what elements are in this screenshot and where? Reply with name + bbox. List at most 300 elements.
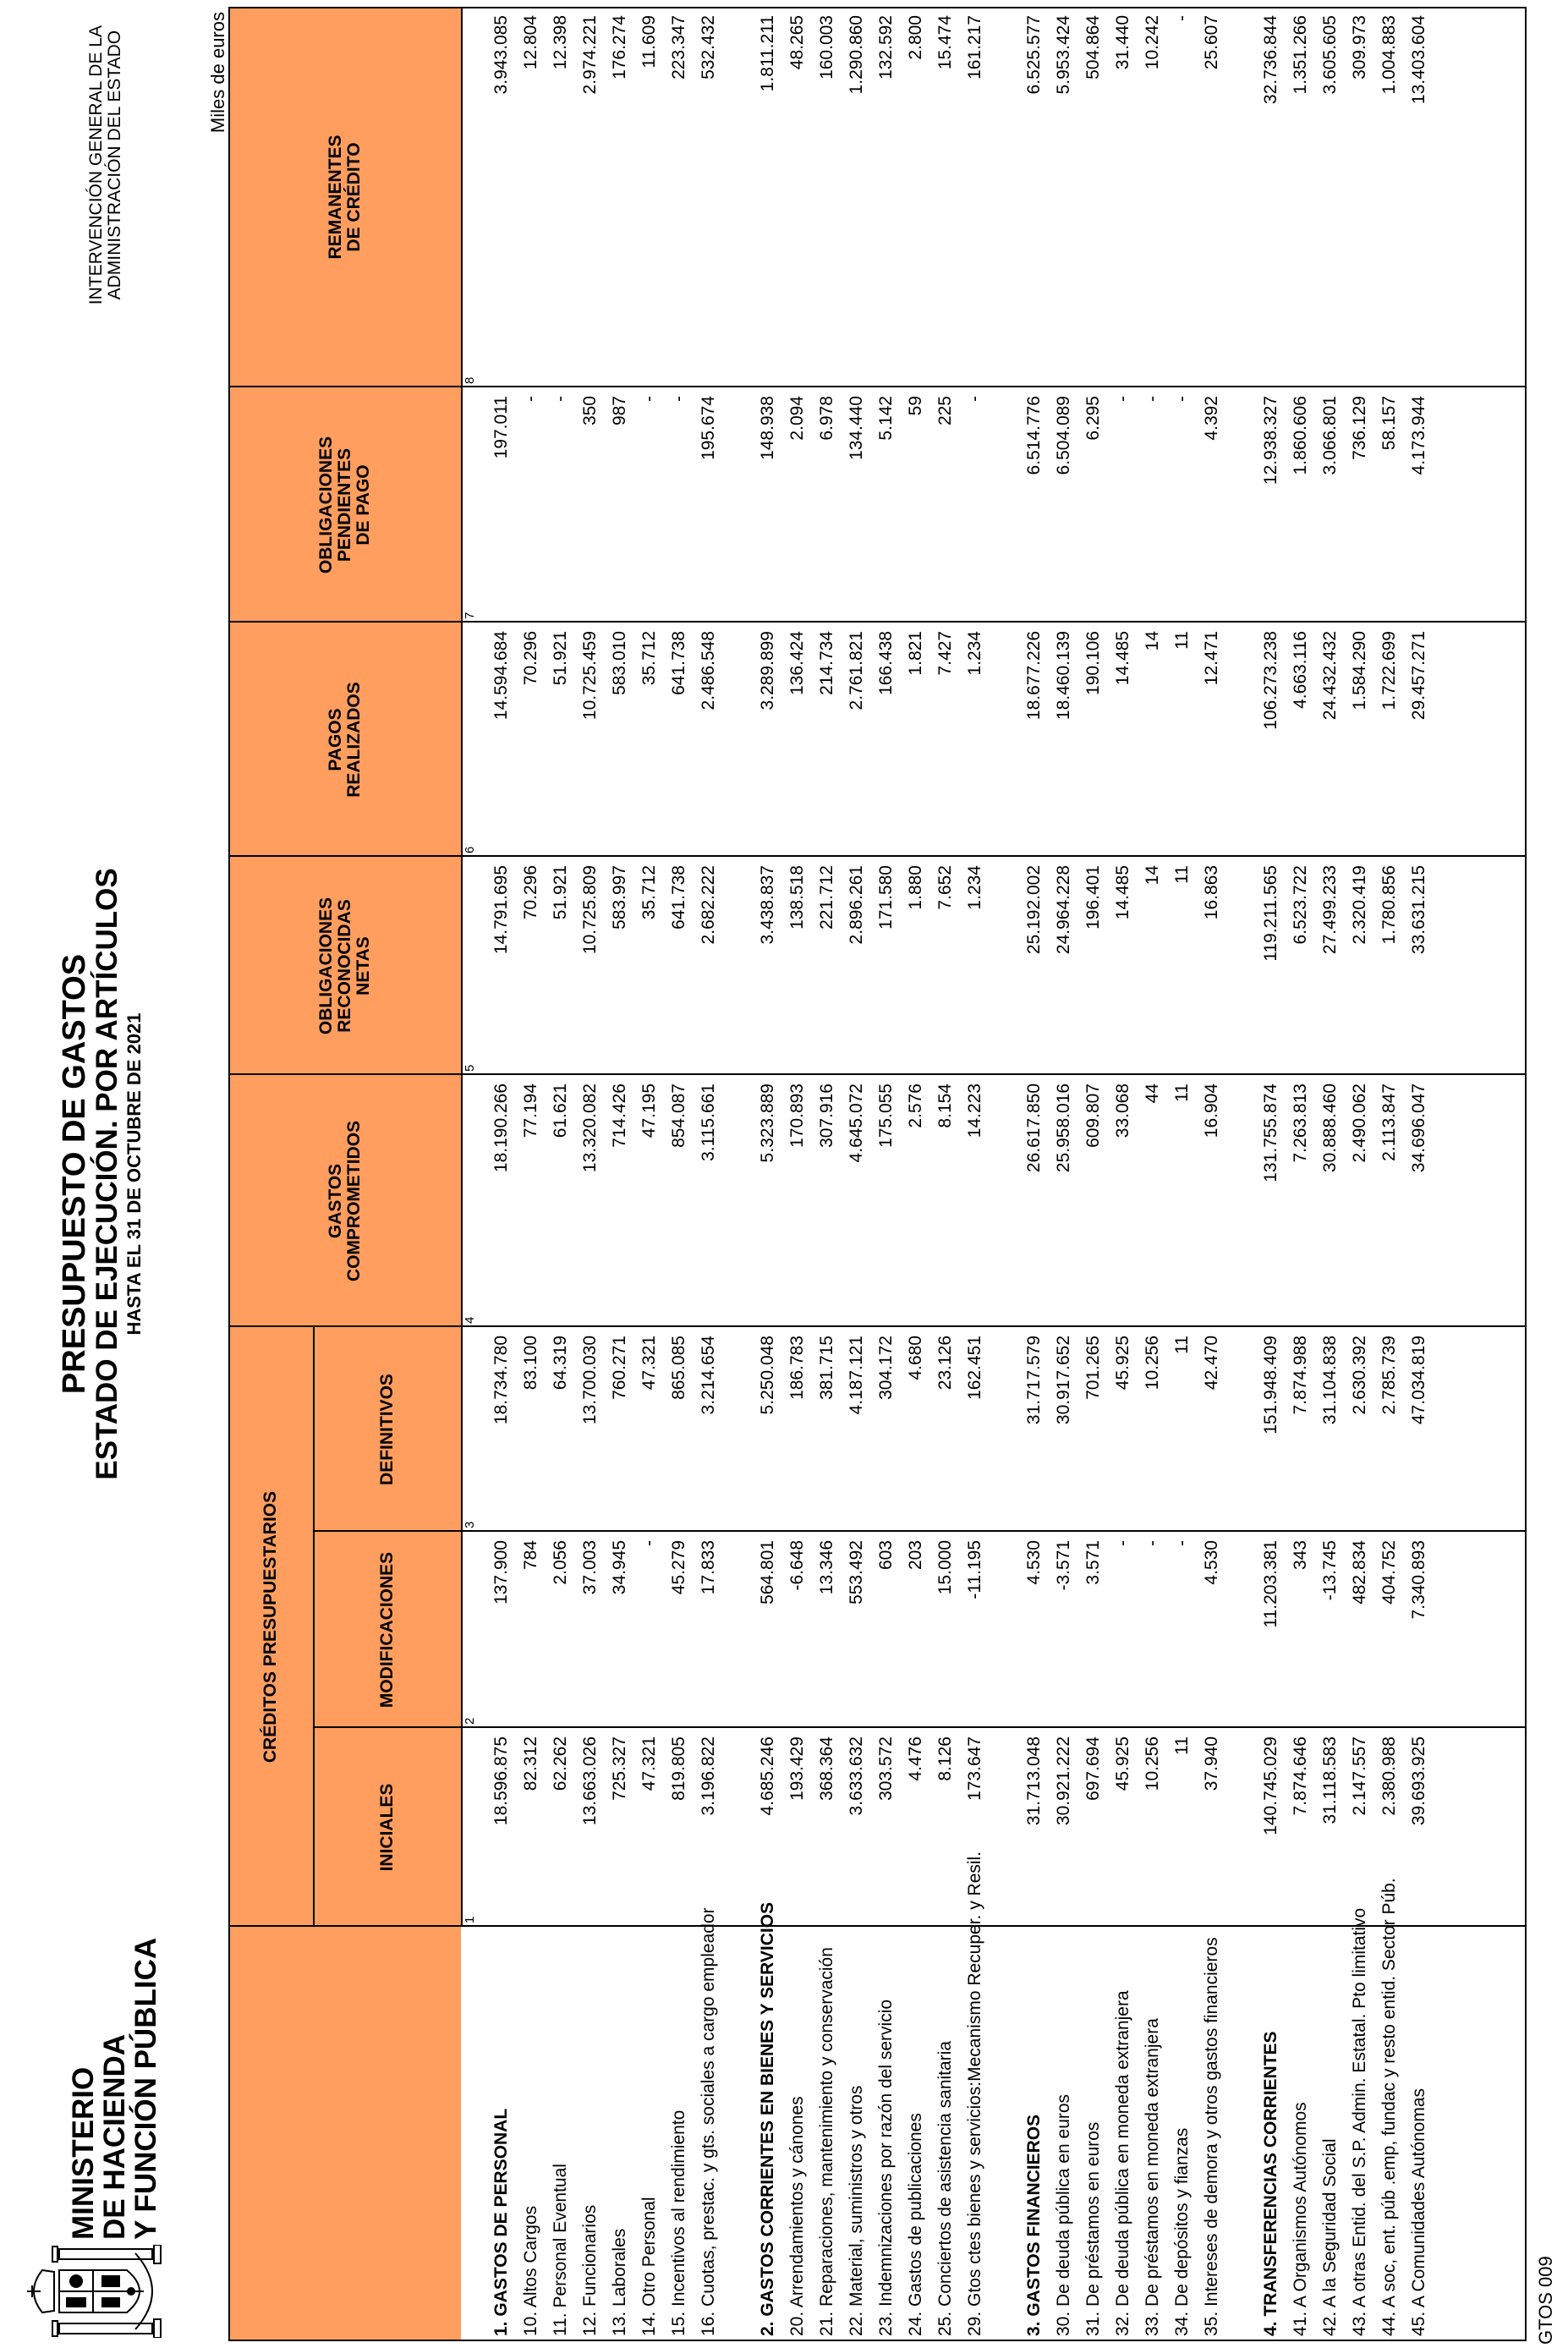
table-cell: 18.596.875: [491, 1736, 511, 1826]
table-cell: 714.426: [610, 1083, 629, 1148]
table-cell: 3.633.632: [847, 1736, 866, 1816]
table-cell: 77.194: [521, 1083, 540, 1138]
row-label: 3. GASTOS FINANCIEROS: [1024, 2114, 1044, 2336]
table-cell: 59: [906, 396, 925, 416]
table-cell: 7.874.646: [1291, 1736, 1310, 1816]
column-number: 1: [463, 1916, 477, 1923]
table-row: [1019, 7, 1049, 2341]
column-number: 7: [463, 612, 477, 619]
table-cell: 641.738: [669, 631, 688, 695]
table-cell: 11: [1172, 865, 1192, 884]
row-label: 13. Laborales: [610, 2228, 629, 2336]
table-cell: 23.126: [935, 1336, 955, 1391]
table-cell: 106.273.238: [1261, 631, 1280, 730]
table-row: [1345, 7, 1374, 2341]
table-cell: 18.734.780: [491, 1336, 511, 1425]
table-cell: 3.605.605: [1320, 15, 1340, 95]
table-row: [723, 7, 753, 2341]
table-cell: 34.945: [610, 1540, 629, 1595]
column-header: GASTOS COMPROMETIDOS: [325, 1120, 364, 1282]
table-cell: 31.717.579: [1024, 1336, 1044, 1425]
column-header: OBLIGACIONES PENDIENTES DE PAGO: [315, 436, 373, 574]
table-cell: 6.525.577: [1024, 15, 1044, 95]
table-cell: 309.973: [1350, 15, 1369, 80]
table-cell: 303.572: [876, 1736, 896, 1801]
table-cell: 45.279: [669, 1540, 688, 1595]
table-cell: 10.725.809: [580, 865, 600, 955]
table-row: [990, 7, 1019, 2341]
table-cell: -: [1172, 396, 1192, 402]
table-cell: 12.938.327: [1261, 396, 1280, 486]
table-cell: 7.263.813: [1291, 1083, 1310, 1163]
column-header: INICIALES: [376, 1783, 397, 1872]
row-label: 34. De depósitos y fianzas: [1172, 2127, 1192, 2336]
table-cell: 3.115.661: [699, 1083, 718, 1161]
table-cell: 33.631.215: [1409, 865, 1428, 955]
table-cell: 2.630.392: [1350, 1336, 1369, 1415]
table-row: [901, 7, 930, 2341]
table-cell: 161.217: [965, 15, 984, 80]
table-row: [1138, 7, 1167, 2341]
table-cell: 13.346: [817, 1540, 836, 1595]
report-title: PRESUPUESTO DE GASTOS: [57, 953, 92, 1395]
table-cell: 48.265: [787, 15, 807, 70]
table-cell: 13.663.026: [580, 1736, 600, 1826]
table-cell: 10.256: [1143, 1336, 1162, 1391]
table-cell: 24.432.432: [1320, 631, 1340, 721]
table-cell: 307.916: [817, 1083, 836, 1148]
table-row: [1108, 7, 1138, 2341]
table-cell: 51.921: [551, 865, 570, 920]
table-cell: 350: [580, 396, 600, 426]
table-cell: 2.486.548: [699, 631, 718, 710]
row-label: 14. Otro Personal: [639, 2197, 659, 2336]
table-row: [871, 7, 901, 2341]
table-cell: 10.725.459: [580, 631, 600, 721]
table-cell: 16.904: [1202, 1083, 1221, 1138]
table-cell: 27.499.233: [1320, 865, 1340, 955]
table-cell: -: [1172, 1540, 1192, 1546]
table-cell: 2.094: [787, 396, 807, 441]
table-cell: 32.736.844: [1261, 15, 1280, 105]
row-label: 4. TRANSFERENCIAS CORRIENTES: [1261, 2031, 1280, 2336]
table-cell: 136.424: [787, 631, 807, 695]
table-cell: 2.056: [551, 1540, 570, 1585]
table-cell: 14: [1143, 865, 1162, 886]
table-cell: 6.504.089: [1054, 396, 1073, 475]
table-cell: 701.265: [1083, 1336, 1103, 1400]
row-label: 44. A soc, ent. púb .emp, fundac y resto entid. Sector Púb.: [1379, 1878, 1399, 2336]
table-row: [1315, 7, 1345, 2341]
ministry-line: DE HACIENDA: [98, 2033, 131, 2240]
table-cell: -: [1113, 396, 1132, 402]
table-cell: 18.460.139: [1054, 631, 1073, 721]
row-label: 32. De deuda pública en moneda extranjera: [1113, 1990, 1132, 2336]
table-cell: 45.925: [1113, 1736, 1132, 1791]
table-cell: -: [1143, 1540, 1162, 1546]
table-cell: 35.712: [639, 865, 659, 920]
table-row: [930, 7, 960, 2341]
table-cell: 6.295: [1083, 396, 1103, 441]
row-label: 42. A la Seguridad Social: [1320, 2138, 1340, 2336]
table-cell: 4.476: [906, 1736, 925, 1781]
table-cell: 214.734: [817, 631, 836, 695]
table-cell: 2.800: [906, 15, 925, 60]
table-row: [1167, 7, 1197, 2341]
table-cell: 4.530: [1024, 1540, 1044, 1585]
table-cell: -: [639, 396, 659, 402]
table-cell: 119.211.565: [1261, 865, 1280, 962]
table-cell: 583.997: [610, 865, 629, 930]
table-cell: 197.011: [491, 396, 511, 459]
table-cell: 3.196.822: [699, 1736, 718, 1816]
table-row: [546, 7, 575, 2341]
table-cell: 47.321: [639, 1736, 659, 1791]
table-cell: 29.457.271: [1409, 631, 1428, 721]
row-label: 22. Material, suministros y otros: [847, 2085, 866, 2336]
table-row: [486, 7, 516, 2341]
report-titles: [58, 0, 145, 2348]
table-cell: 2.490.062: [1350, 1083, 1369, 1163]
table-cell: 37.940: [1202, 1736, 1221, 1791]
table-cell: 3.289.899: [758, 631, 777, 710]
table-cell: 11: [1172, 631, 1192, 650]
table-cell: 140.745.029: [1261, 1736, 1280, 1835]
table-row: [1404, 7, 1434, 2341]
table-cell: 31.118.583: [1320, 1736, 1340, 1824]
header-divider: [461, 7, 463, 1927]
table-cell: 26.617.850: [1024, 1083, 1044, 1173]
table-cell: 5.142: [876, 396, 896, 441]
table-cell: 13.320.082: [580, 1083, 600, 1173]
table-cell: 609.807: [1083, 1083, 1103, 1148]
table-cell: 15.474: [935, 15, 955, 70]
table-cell: 697.694: [1083, 1736, 1103, 1801]
row-label: 10. Altos Cargos: [521, 2205, 540, 2336]
table-cell: 784: [521, 1540, 540, 1571]
table-cell: 1.780.856: [1379, 865, 1399, 945]
row-label: 25. Conciertos de asistencia sanitaria: [935, 2040, 955, 2336]
table-cell: 5.323.889: [758, 1083, 777, 1163]
table-cell: 760.271: [610, 1336, 629, 1400]
table-cell: -: [551, 396, 570, 402]
table-cell: 1.290.860: [847, 15, 866, 95]
table-cell: 148.938: [758, 396, 777, 460]
table-cell: 10.256: [1143, 1736, 1162, 1791]
column-number: 4: [463, 1316, 477, 1324]
row-label: 11. Personal Eventual: [551, 2164, 570, 2336]
group-header: CRÉDITOS PRESUPUESTARIOS: [260, 1490, 280, 1764]
table-cell: 2.576: [906, 1083, 925, 1128]
table-row: [960, 7, 990, 2341]
table-cell: 13.700.030: [580, 1336, 600, 1425]
table-cell: 564.801: [758, 1540, 777, 1605]
table-cell: 1.004.883: [1379, 15, 1399, 95]
table-cell: 583.010: [610, 631, 629, 695]
table-cell: 25.192.002: [1024, 865, 1044, 955]
table-cell: 223.347: [669, 15, 688, 80]
table-cell: 6.514.776: [1024, 396, 1044, 475]
table-cell: 819.805: [669, 1736, 688, 1801]
table-row: [782, 7, 812, 2341]
table-cell: 641.738: [669, 865, 688, 930]
table-row: [1226, 7, 1256, 2341]
table-cell: 151.948.409: [1261, 1336, 1280, 1435]
table-cell: 134.440: [847, 396, 866, 460]
table-cell: 7.340.893: [1409, 1540, 1428, 1620]
row-label: 29. Gtos ctes bienes y servicios:Mecanismo Recuper. y Resil.: [965, 1851, 984, 2336]
table-cell: 4.530: [1202, 1540, 1221, 1585]
table-cell: 14.485: [1113, 631, 1132, 686]
table-cell: 47.195: [639, 1083, 659, 1138]
row-label: 45. A Comunidades Autónomas: [1409, 2087, 1428, 2336]
table-cell: 4.187.121: [847, 1336, 866, 1415]
table-cell: 5.250.048: [758, 1336, 777, 1415]
table-cell: 1.584.290: [1350, 631, 1369, 710]
report-subtitle: ESTADO DE EJECUCIÓN. POR ARTÍCULOS: [90, 868, 123, 1480]
table-cell: 4.645.072: [847, 1083, 866, 1163]
issuing-office-line: INTERVENCIÓN GENERAL DE LA: [86, 25, 106, 305]
table-cell: 343: [1291, 1540, 1310, 1571]
column-number: 8: [463, 376, 477, 384]
table-cell: 8.126: [935, 1736, 955, 1781]
table-cell: 3.571: [1083, 1540, 1103, 1585]
table-cell: -: [1172, 15, 1192, 21]
table-cell: 2.113.847: [1379, 1083, 1399, 1161]
table-row: [1049, 7, 1078, 2341]
row-label: 21. Reparaciones, mantenimiento y conservación: [817, 1947, 836, 2336]
row-label: 1. GASTOS DE PERSONAL: [491, 2108, 511, 2336]
table-cell: -: [1113, 1540, 1132, 1546]
row-label: 24. Gastos de publicaciones: [906, 2113, 925, 2336]
row-label: 2. GASTOS CORRIENTES EN BIENES Y SERVICIOS: [758, 1901, 777, 2336]
column-number: 3: [463, 1521, 477, 1528]
table-cell: 553.492: [847, 1540, 866, 1605]
table-cell: -: [965, 396, 984, 402]
row-label: 43. A otras Entid. del S.P. Admin. Estatal. Pto limitativo: [1350, 1907, 1369, 2336]
table-cell: 8.154: [935, 1083, 955, 1128]
table-cell: 193.429: [787, 1736, 807, 1801]
table-cell: 61.621: [551, 1083, 570, 1138]
row-label: 12. Funcionarios: [580, 2204, 600, 2336]
table-cell: 1.821: [906, 631, 925, 676]
table-cell: 854.087: [669, 1083, 688, 1148]
table-row: [605, 7, 634, 2341]
table-cell: -13.745: [1320, 1540, 1340, 1601]
table-cell: 131.755.874: [1261, 1083, 1280, 1182]
column-header: OBLIGACIONES RECONOCIDAS NETAS: [315, 897, 373, 1035]
table-cell: 14: [1143, 631, 1162, 651]
document-code: GTOS 009: [1535, 2256, 1556, 2345]
table-cell: 381.715: [817, 1336, 836, 1400]
table-cell: 12.804: [521, 15, 540, 70]
ministry-line: Y FUNCIÓN PÚBLICA: [129, 1937, 162, 2240]
table-cell: 865.085: [669, 1336, 688, 1400]
table-cell: 1.234: [965, 631, 984, 676]
table-cell: 7.427: [935, 631, 955, 676]
column-header: PAGOS REALIZADOS: [325, 682, 364, 798]
table-cell: 504.864: [1083, 15, 1103, 80]
table-cell: 2.785.739: [1379, 1336, 1399, 1415]
table-cell: 15.000: [935, 1540, 955, 1595]
table-cell: -6.648: [787, 1540, 807, 1591]
table-cell: 2.682.222: [699, 865, 718, 945]
table-cell: 132.592: [876, 15, 896, 80]
table-cell: 225: [935, 396, 955, 426]
column-number: 2: [463, 1717, 477, 1725]
table-cell: 3.943.085: [491, 15, 511, 95]
table-cell: 4.663.116: [1291, 631, 1310, 709]
table-cell: 3.438.837: [758, 865, 777, 945]
table-row: [664, 7, 694, 2341]
issuing-office: [87, 25, 124, 304]
table-cell: 25.958.016: [1054, 1083, 1073, 1173]
table-cell: 175.055: [876, 1083, 896, 1148]
table-cell: 11: [1172, 1083, 1192, 1102]
table-cell: 160.003: [817, 15, 836, 80]
table-cell: 13.403.604: [1409, 15, 1428, 105]
table-cell: 30.888.460: [1320, 1083, 1340, 1173]
table-cell: 58.157: [1379, 396, 1399, 451]
table-cell: 1.860.606: [1291, 396, 1310, 475]
table-cell: 1.351.266: [1291, 15, 1310, 95]
table-cell: 186.783: [787, 1336, 807, 1400]
table-cell: 18.190.266: [491, 1083, 511, 1173]
table-cell: 31.713.048: [1024, 1736, 1044, 1826]
table-cell: 14.485: [1113, 865, 1132, 920]
row-label: 33. De préstamos en moneda extranjera: [1143, 2018, 1162, 2336]
table-cell: 171.580: [876, 865, 896, 930]
table-cell: 35.712: [639, 631, 659, 686]
table-cell: 166.438: [876, 631, 896, 695]
table-cell: 42.470: [1202, 1336, 1221, 1391]
table-cell: 70.296: [521, 865, 540, 920]
table-cell: 173.647: [965, 1736, 984, 1801]
table-cell: 30.921.222: [1054, 1736, 1073, 1826]
table-cell: 221.712: [817, 865, 836, 930]
table-cell: -: [639, 1540, 659, 1546]
table-cell: 12.471: [1202, 631, 1221, 686]
table-cell: 1.234: [965, 865, 984, 910]
table-cell: 176.274: [610, 15, 629, 80]
table-cell: 37.003: [580, 1540, 600, 1595]
table-cell: 24.964.228: [1054, 865, 1073, 955]
table-cell: 18.677.226: [1024, 631, 1044, 721]
table-cell: 6.523.722: [1291, 865, 1310, 945]
table-cell: 162.451: [965, 1336, 984, 1400]
row-label: 23. Indemnizaciones por razón del servicio: [876, 1999, 896, 2336]
table-cell: 10.242: [1143, 15, 1162, 70]
table-cell: 30.917.652: [1054, 1336, 1073, 1425]
table-row: [1078, 7, 1108, 2341]
table-cell: 33.068: [1113, 1083, 1132, 1138]
table-cell: -11.195: [965, 1540, 984, 1599]
table-cell: 987: [610, 396, 629, 426]
table-cell: 31.104.838: [1320, 1336, 1340, 1425]
table-cell: 2.147.557: [1350, 1736, 1369, 1816]
table-row: [1374, 7, 1404, 2341]
table-cell: 404.752: [1379, 1540, 1399, 1605]
table-cell: 203: [906, 1540, 925, 1571]
table-cell: 62.262: [551, 1736, 570, 1791]
table-cell: 196.401: [1083, 865, 1103, 930]
table-cell: 83.100: [521, 1336, 540, 1391]
table-cell: -: [669, 396, 688, 402]
table-cell: 25.607: [1202, 15, 1221, 70]
table-cell: 4.685.246: [758, 1736, 777, 1816]
table-cell: 14.594.684: [491, 631, 511, 721]
table-cell: 5.953.424: [1054, 15, 1073, 95]
table-cell: 2.320.419: [1350, 865, 1369, 945]
column-number: 6: [463, 846, 477, 853]
table-cell: 190.106: [1083, 631, 1103, 695]
table-cell: 4.173.944: [1409, 396, 1428, 475]
table-cell: 34.696.047: [1409, 1083, 1428, 1173]
row-label: 31. De préstamos en euros: [1083, 2121, 1103, 2336]
table-cell: 7.652: [935, 865, 955, 910]
column-header: MODIFICACIONES: [376, 1551, 397, 1709]
table-cell: 70.296: [521, 631, 540, 686]
table-row: [575, 7, 605, 2341]
table-cell: 17.833: [699, 1540, 718, 1595]
table-cell: 532.432: [699, 15, 718, 80]
table-cell: 7.874.988: [1291, 1336, 1310, 1415]
table-cell: -: [521, 396, 540, 402]
table-cell: 3.214.654: [699, 1336, 718, 1415]
column-number: 5: [463, 1064, 477, 1072]
table-cell: -3.571: [1054, 1540, 1073, 1591]
row-label: 41. A Organismos Autónomos: [1291, 2102, 1310, 2336]
row-label: 30. De deuda pública en euros: [1054, 2093, 1073, 2336]
table-cell: 39.693.925: [1409, 1736, 1428, 1826]
table-row: [634, 7, 664, 2341]
ministry-line: MINISTERIO: [67, 2066, 100, 2240]
table-row: [516, 7, 546, 2341]
table-cell: 603: [876, 1540, 896, 1571]
table-row: [694, 7, 723, 2341]
table-cell: 170.893: [787, 1083, 807, 1148]
table-cell: 16.863: [1202, 865, 1221, 920]
table-cell: 304.172: [876, 1336, 896, 1400]
table-cell: 4.680: [906, 1336, 925, 1380]
table-cell: 2.896.261: [847, 865, 866, 945]
table-cell: 47.034.819: [1409, 1336, 1428, 1425]
table-row: [1197, 7, 1226, 2341]
column-header: REMANENTES DE CRÉDITO: [325, 134, 364, 260]
table-cell: 82.312: [521, 1736, 540, 1791]
table-cell: -: [1143, 396, 1162, 402]
table-cell: 1.811.211: [758, 15, 777, 92]
table-cell: 14.223: [965, 1083, 984, 1138]
table-row: [1256, 7, 1286, 2341]
table-cell: 44: [1143, 1083, 1162, 1104]
table-row: [842, 7, 871, 2341]
table-cell: 725.327: [610, 1736, 629, 1801]
table-cell: 51.921: [551, 631, 570, 686]
table-cell: 11: [1172, 1736, 1192, 1755]
table-row: [812, 7, 842, 2341]
table-cell: 11.609: [639, 15, 659, 69]
table-cell: 6.978: [817, 396, 836, 441]
table-cell: 14.791.695: [491, 865, 511, 955]
table-row: [1286, 7, 1315, 2341]
table-cell: 195.674: [699, 396, 718, 460]
table-cell: 45.925: [1113, 1336, 1132, 1391]
table-cell: 1.722.699: [1379, 631, 1399, 710]
table-cell: 31.440: [1113, 15, 1132, 70]
table-cell: 47.321: [639, 1336, 659, 1391]
table-cell: 138.518: [787, 865, 807, 930]
